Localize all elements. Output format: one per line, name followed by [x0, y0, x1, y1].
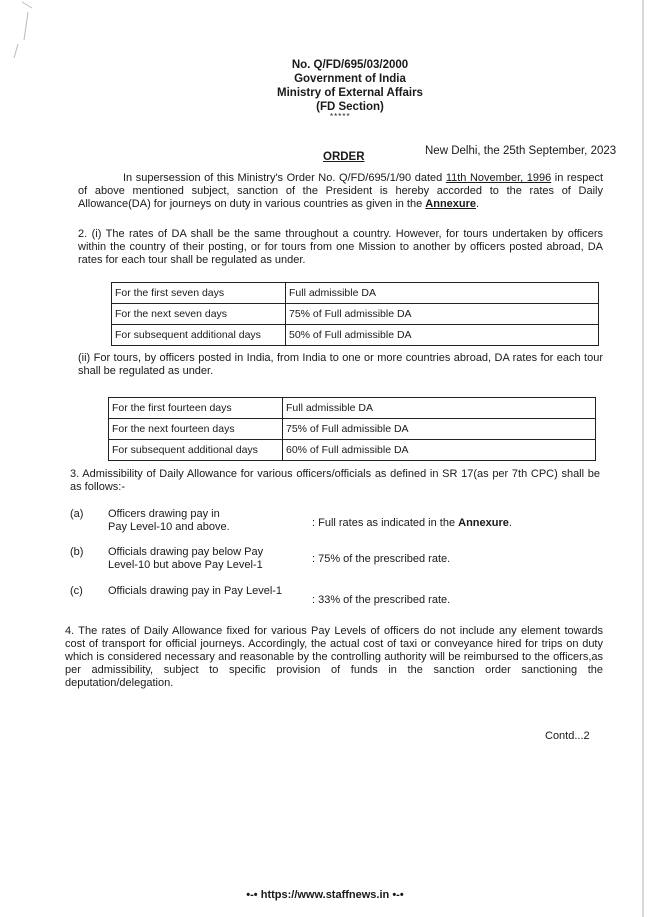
- table-row: For the first fourteen days Full admissible DA: [109, 398, 596, 419]
- reference-date: 11th November, 1996: [445, 172, 552, 184]
- annexure-ref: Annexure: [425, 198, 477, 210]
- document-title: ORDER: [323, 151, 365, 163]
- paragraph-2i: 2. (i) The rates of DA shall be the same throughout a country. However, for tours undertaken by officers within the country of their posting, or for tours from one Mission to another by officers posted abroad, DA rates for each tour shall be regulated as under.: [78, 228, 603, 266]
- file-number: No. Q/FD/695/03/2000: [291, 59, 409, 71]
- item-c-rate: : 33% of the prescribed rate.: [312, 594, 451, 606]
- section-name: (FD Section): [316, 101, 384, 113]
- paragraph-3: 3. Admissibility of Daily Allowance for various officers/officials as defined in SR 17(as per 7th CPC) shall be as follows:-: [70, 468, 600, 493]
- paragraph-1: In supersession of this Ministry's Order No. Q/FD/695/1/90 dated 11th November, 1996 in respect of above mentioned subject, sanction of the President is hereby accorded to the rates of Daily Allowance(DA) for journeys on duty in various countries as given in the Annexure.: [78, 172, 604, 210]
- header-stars: *****: [330, 112, 351, 121]
- continuation-note: Contd...2: [545, 730, 590, 742]
- table-row: For subsequent additional days 50% of Full admissible DA: [112, 325, 599, 346]
- annexure-ref: Annexure: [458, 517, 509, 529]
- table-row: For the first seven days Full admissible DA: [112, 283, 599, 304]
- table-row: For the next fourteen days 75% of Full admissible DA: [109, 419, 596, 440]
- item-a-description: Officers drawing pay in Pay Level-10 and above.: [108, 508, 230, 533]
- scan-artifact: [10, 0, 50, 60]
- item-b-description: Officials drawing pay below Pay Level-10 but above Pay Level-1: [108, 546, 264, 571]
- ministry-name: Ministry of External Affairs: [277, 87, 423, 99]
- footer-watermark: •-• https://www.staffnews.in •-•: [246, 889, 404, 901]
- table-row: For the next seven days 75% of Full admissible DA: [112, 304, 599, 325]
- table-2: [108, 397, 596, 461]
- item-c-description: Officials drawing pay in Pay Level-1: [108, 585, 283, 597]
- item-a-rate: : Full rates as indicated in the Annexure.: [312, 517, 512, 529]
- dateline: New Delhi, the 25th September, 2023: [425, 145, 617, 157]
- scan-edge: [642, 0, 644, 917]
- table-1: [111, 282, 599, 346]
- item-a-marker: (a): [70, 508, 84, 520]
- item-c-marker: (c): [70, 585, 83, 597]
- item-b-rate: : 75% of the prescribed rate.: [312, 553, 451, 565]
- paragraph-4: 4. The rates of Daily Allowance fixed for various Pay Levels of officers do not include any element towards cost of transport for official journeys. Accordingly, the actual cost of taxi or conveyance hired for trips on duty which is considered necessary and reasonable by the controlling authority will be reimbursed to the officers,as per admissibility, subject to specific provision of funds in the sanction order sanctioning the deputation/delegation.: [65, 625, 603, 689]
- table-row: For subsequent additional days 60% of Full admissible DA: [109, 440, 596, 461]
- government-name: Government of India: [294, 73, 406, 85]
- item-b-marker: (b): [70, 546, 84, 558]
- paragraph-2ii: (ii) For tours, by officers posted in India, from India to one or more countries abroad, DA rates for each tour shall be regulated as under.: [78, 352, 603, 377]
